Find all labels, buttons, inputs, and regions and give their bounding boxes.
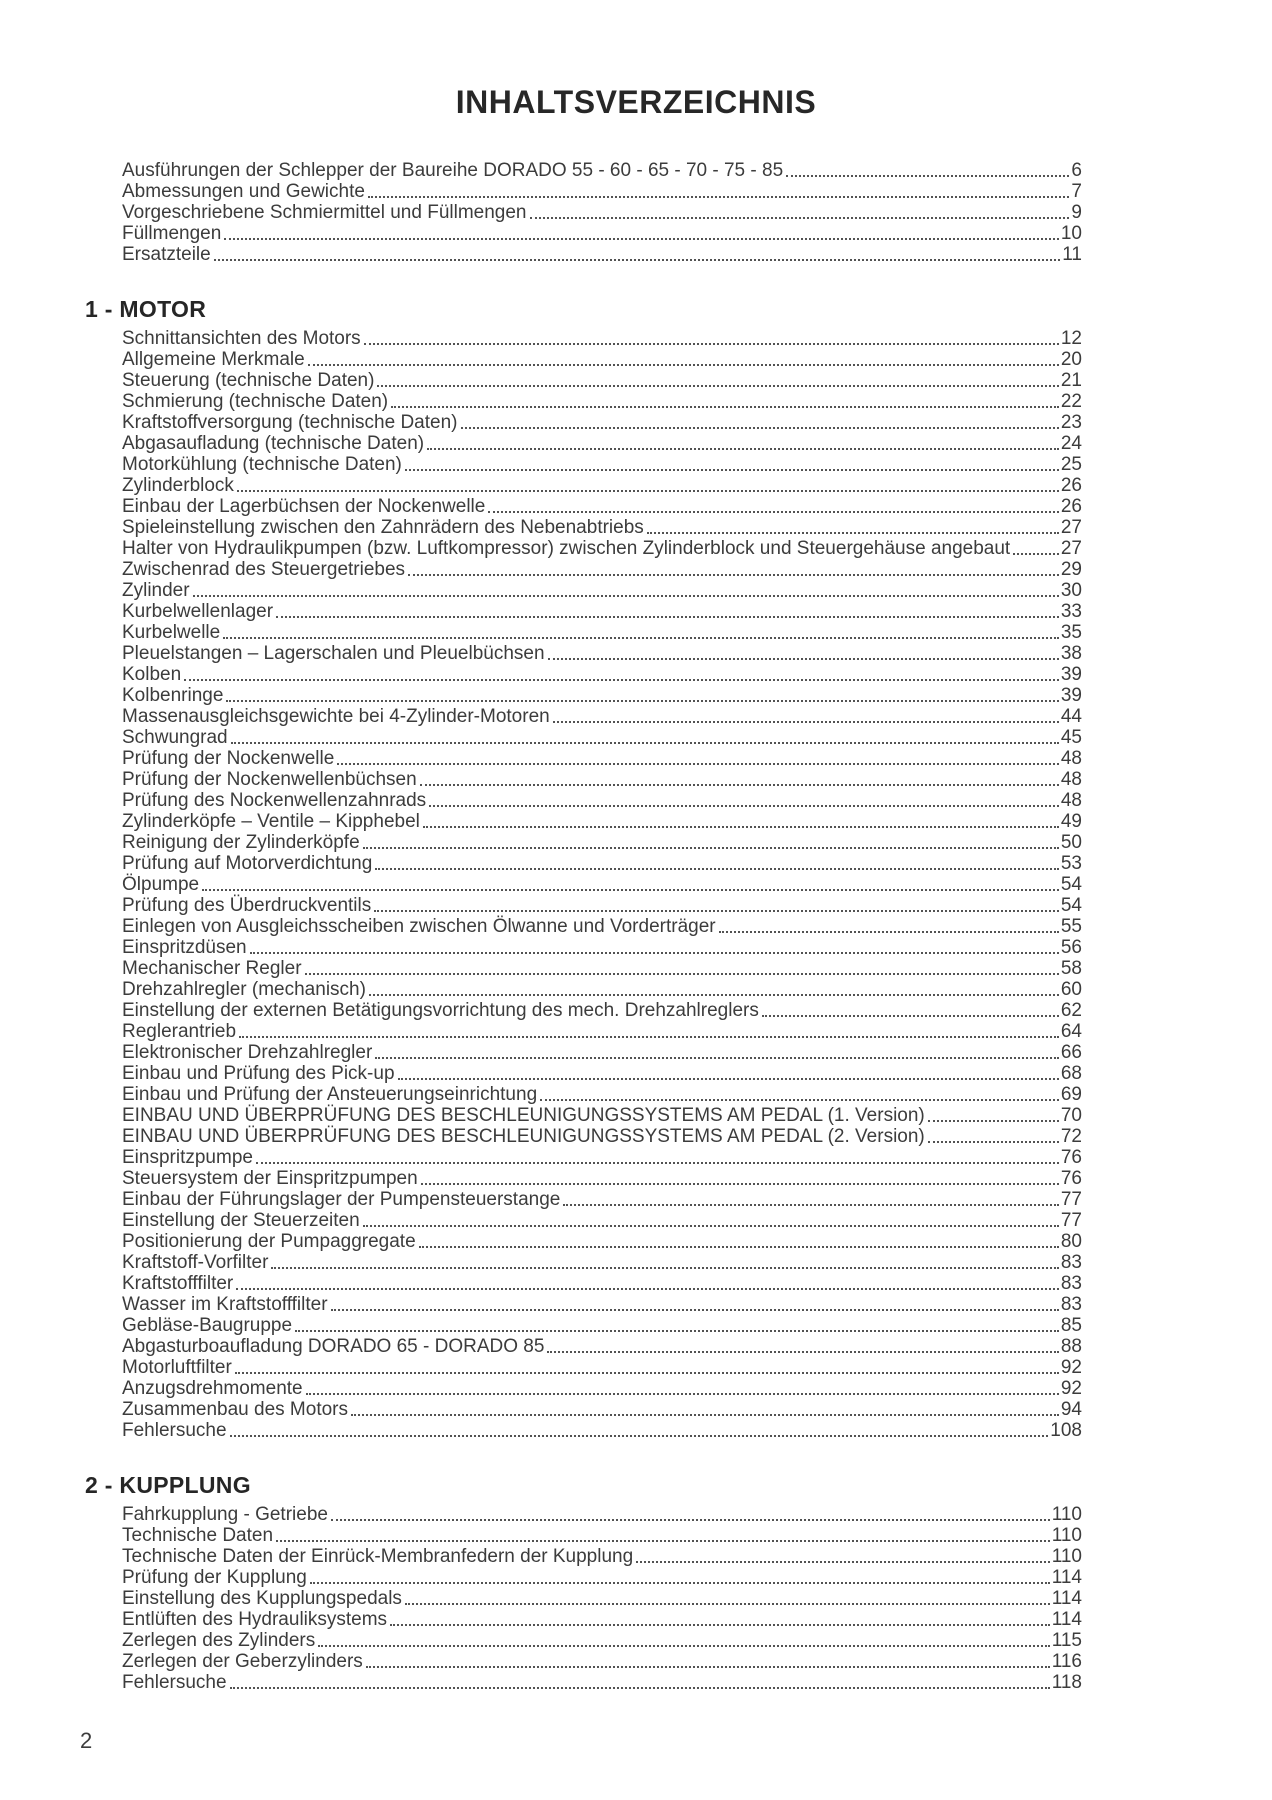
toc-entry	[122, 1630, 1082, 1651]
toc-entry-label: Kraftstofffilter	[122, 1273, 234, 1294]
toc-entry-label: Mechanischer Regler	[122, 958, 302, 979]
dot-leader	[547, 1351, 1058, 1353]
toc-entry-label: EINBAU UND ÜBERPRÜFUNG DES BESCHLEUNIGUNGSSYSTEMS AM PEDAL (1. Version)	[122, 1105, 925, 1126]
toc-entry-label: Prüfung der Nockenwellenbüchsen	[122, 769, 417, 790]
dot-leader	[223, 637, 1059, 639]
table-of-contents	[85, 160, 1082, 1693]
toc-entry-label: Ölpumpe	[122, 874, 200, 895]
toc-entry-label: Vorgeschriebene Schmiermittel und Füllmengen	[122, 202, 527, 223]
dot-leader	[295, 1330, 1059, 1332]
toc-entry-page: 108	[1050, 1420, 1082, 1441]
toc-entry-page: 83	[1060, 1294, 1082, 1315]
toc-entry	[122, 748, 1082, 769]
toc-entry-label: Kolben	[122, 664, 182, 685]
toc-entry	[122, 622, 1082, 643]
toc-entry	[122, 349, 1082, 370]
toc-entry-label: Schwungrad	[122, 727, 228, 748]
toc-entry-label: Reglerantrieb	[122, 1021, 237, 1042]
toc-entry-page: 114	[1051, 1609, 1082, 1630]
dot-leader	[553, 721, 1059, 723]
dot-leader	[271, 1267, 1058, 1269]
toc-entry-label: Steuersystem der Einspritzpumpen	[122, 1168, 418, 1189]
dot-leader	[420, 784, 1059, 786]
toc-entry-page: 53	[1060, 853, 1082, 874]
toc-entry	[122, 1315, 1082, 1336]
toc-entry-page: 55	[1060, 916, 1082, 937]
dot-leader	[375, 868, 1059, 870]
toc-entry-label: Zwischenrad des Steuergetriebes	[122, 559, 406, 580]
dot-leader	[398, 1078, 1059, 1080]
toc-entry	[122, 454, 1082, 475]
dot-leader	[308, 364, 1059, 366]
dot-leader	[421, 1183, 1059, 1185]
toc-entry-label: Anzugsdrehmomente	[122, 1378, 303, 1399]
toc-entry	[122, 538, 1082, 559]
toc-entry-label: Einlegen von Ausgleichsscheiben zwischen Ölwanne und Vorderträger	[122, 916, 716, 937]
toc-entry	[122, 517, 1082, 538]
toc-entry-label: Pleuelstangen – Lagerschalen und Pleuelbüchsen	[122, 643, 545, 664]
toc-entry	[122, 1294, 1082, 1315]
dot-leader	[306, 1393, 1059, 1395]
toc-entry	[122, 202, 1082, 223]
section-heading: 2 - KUPPLUNG	[85, 1472, 251, 1498]
dot-leader	[375, 1057, 1059, 1059]
toc-entry	[122, 559, 1082, 580]
dot-leader	[786, 175, 1069, 177]
dot-leader	[419, 1246, 1059, 1248]
toc-entry-label: Einstellung des Kupplungspedals	[122, 1588, 402, 1609]
toc-entry-page: 68	[1060, 1063, 1082, 1084]
toc-entry-page: 25	[1060, 454, 1082, 475]
toc-entry-page: 26	[1060, 475, 1082, 496]
toc-entry-label: Spieleinstellung zwischen den Zahnrädern des Nebenabtriebs	[122, 517, 644, 538]
toc-entry	[122, 811, 1082, 832]
toc-entry-label: Entlüften des Hydrauliksystems	[122, 1609, 388, 1630]
toc-entry-label: Zylinderblock	[122, 475, 234, 496]
toc-entry-page: 27	[1060, 517, 1082, 538]
toc-entry-label: Fehlersuche	[122, 1672, 227, 1693]
toc-entry-label: Steuerung (technische Daten)	[122, 370, 375, 391]
dot-leader	[318, 1645, 1049, 1647]
toc-entry-label: Allgemeine Merkmale	[122, 349, 305, 370]
dot-leader	[423, 826, 1059, 828]
toc-entry-page: 114	[1051, 1567, 1082, 1588]
toc-entry	[122, 664, 1082, 685]
toc-entry-label: Halter von Hydraulikpumpen (bzw. Luftkompressor) zwischen Zylinderblock und Steuergehäuse angebaut	[122, 538, 1011, 559]
toc-entry-page: 110	[1051, 1504, 1082, 1525]
toc-entry	[122, 1525, 1082, 1546]
dot-leader	[310, 1582, 1050, 1584]
toc-section	[122, 160, 1082, 265]
toc-entry-label: Einspritzpumpe	[122, 1147, 253, 1168]
dot-leader	[184, 679, 1059, 681]
toc-entry-page: 26	[1060, 496, 1082, 517]
toc-entry	[122, 1567, 1082, 1588]
dot-leader	[377, 385, 1058, 387]
toc-entry-page: 11	[1062, 244, 1082, 265]
dot-leader	[230, 1687, 1050, 1689]
dot-leader	[405, 1603, 1050, 1605]
dot-leader	[540, 1099, 1059, 1101]
toc-entry-label: Zerlegen des Zylinders	[122, 1630, 316, 1651]
dot-leader	[408, 574, 1059, 576]
toc-entry-label: Fahrkupplung - Getriebe	[122, 1504, 328, 1525]
toc-entry-label: Motorluftfilter	[122, 1357, 232, 1378]
dot-leader	[719, 931, 1059, 933]
toc-entry-label: Prüfung des Nockenwellenzahnrads	[122, 790, 427, 811]
toc-entry-page: 60	[1060, 979, 1082, 1000]
toc-entry	[122, 1252, 1082, 1273]
dot-leader	[647, 532, 1059, 534]
toc-entry-page: 72	[1060, 1126, 1082, 1147]
dot-leader	[391, 406, 1059, 408]
toc-entry-page: 88	[1060, 1336, 1082, 1357]
toc-entry-page: 7	[1071, 181, 1082, 202]
toc-entry-page: 76	[1060, 1147, 1082, 1168]
toc-entry-label: Prüfung der Nockenwelle	[122, 748, 335, 769]
toc-entry	[122, 1588, 1082, 1609]
toc-entry-label: Kraftstoffversorgung (technische Daten)	[122, 412, 458, 433]
toc-entry	[122, 475, 1082, 496]
dot-leader	[237, 490, 1059, 492]
toc-entry-page: 70	[1060, 1105, 1082, 1126]
toc-entry	[122, 1105, 1082, 1126]
toc-entry-label: Kurbelwelle	[122, 622, 221, 643]
dot-leader	[368, 196, 1069, 198]
toc-entry-page: 30	[1060, 580, 1082, 601]
toc-entry-page: 83	[1060, 1273, 1082, 1294]
toc-entry-label: Schmierung (technische Daten)	[122, 391, 389, 412]
toc-entry	[122, 328, 1082, 349]
toc-entry	[122, 1189, 1082, 1210]
toc-entry-page: 24	[1060, 433, 1082, 454]
toc-entry-page: 27	[1060, 538, 1082, 559]
dot-leader	[429, 805, 1059, 807]
dot-leader	[337, 763, 1059, 765]
toc-entry-label: Einbau der Führungslager der Pumpensteuerstange	[122, 1189, 561, 1210]
toc-entry-page: 64	[1060, 1021, 1082, 1042]
toc-entry	[122, 244, 1082, 265]
dot-leader	[563, 1204, 1059, 1206]
toc-entry-label: Einspritzdüsen	[122, 937, 247, 958]
toc-entry-page: 35	[1060, 622, 1082, 643]
toc-entry	[122, 727, 1082, 748]
toc-entry	[122, 1651, 1082, 1672]
toc-entry	[122, 1420, 1082, 1441]
dot-leader	[250, 952, 1059, 954]
toc-entry-label: Prüfung der Kupplung	[122, 1567, 307, 1588]
dot-leader	[461, 427, 1059, 429]
toc-entry-page: 23	[1060, 412, 1082, 433]
dot-leader	[276, 616, 1059, 618]
dot-leader	[1013, 553, 1059, 555]
dot-leader	[351, 1414, 1059, 1416]
toc-entry-label: Kraftstoff-Vorfilter	[122, 1252, 269, 1273]
toc-entry	[122, 1021, 1082, 1042]
toc-entry	[122, 1399, 1082, 1420]
toc-entry-page: 39	[1060, 664, 1082, 685]
toc-entry-page: 20	[1060, 349, 1082, 370]
dot-leader	[363, 1225, 1059, 1227]
toc-entry-page: 22	[1060, 391, 1082, 412]
toc-entry-page: 48	[1060, 748, 1082, 769]
dot-leader	[230, 1435, 1049, 1437]
dot-leader	[928, 1141, 1059, 1143]
toc-entry	[122, 1231, 1082, 1252]
toc-entry	[122, 160, 1082, 181]
toc-entry-label: Füllmengen	[122, 223, 222, 244]
dot-leader	[427, 448, 1059, 450]
dot-leader	[636, 1561, 1050, 1563]
toc-entry	[122, 1546, 1082, 1567]
toc-entry-label: EINBAU UND ÜBERPRÜFUNG DES BESCHLEUNIGUNGSSYSTEMS AM PEDAL (2. Version)	[122, 1126, 925, 1147]
toc-entry-label: Elektronischer Drehzahlregler	[122, 1042, 373, 1063]
toc-entry-page: 85	[1060, 1315, 1082, 1336]
toc-entry-label: Motorkühlung (technische Daten)	[122, 454, 402, 475]
dot-leader	[331, 1309, 1059, 1311]
toc-entry-page: 115	[1051, 1630, 1082, 1651]
toc-entry	[122, 853, 1082, 874]
toc-entry	[122, 1126, 1082, 1147]
dot-leader	[214, 259, 1061, 261]
dot-leader	[305, 973, 1059, 975]
toc-entry	[122, 685, 1082, 706]
toc-entry-label: Gebläse-Baugruppe	[122, 1315, 293, 1336]
toc-entry	[122, 937, 1082, 958]
toc-entry-label: Einbau und Prüfung des Pick-up	[122, 1063, 395, 1084]
toc-section	[85, 296, 1082, 1441]
toc-entry	[122, 895, 1082, 916]
toc-entry-label: Prüfung des Überdruckventils	[122, 895, 372, 916]
toc-entry-page: 39	[1060, 685, 1082, 706]
dot-leader	[236, 1288, 1059, 1290]
toc-entry	[122, 391, 1082, 412]
page-title: INHALTSVERZEICHNIS	[455, 84, 817, 120]
toc-entry	[122, 1504, 1082, 1525]
toc-entry	[122, 1672, 1082, 1693]
toc-entry-label: Wasser im Kraftstofffilter	[122, 1294, 328, 1315]
dot-leader	[530, 217, 1070, 219]
toc-entry	[122, 1168, 1082, 1189]
dot-leader	[369, 994, 1059, 996]
toc-entry-label: Prüfung auf Motorverdichtung	[122, 853, 373, 874]
dot-leader	[231, 742, 1059, 744]
toc-entry-page: 118	[1051, 1672, 1082, 1693]
toc-entry-page: 62	[1060, 1000, 1082, 1021]
toc-entry	[122, 979, 1082, 1000]
dot-leader	[226, 700, 1058, 702]
toc-entry-label: Positionierung der Pumpaggregate	[122, 1231, 416, 1252]
dot-leader	[366, 1666, 1050, 1668]
toc-entry-page: 92	[1060, 1378, 1082, 1399]
toc-entry	[122, 1084, 1082, 1105]
page-number: 2	[80, 1728, 93, 1753]
dot-leader	[364, 343, 1059, 345]
dot-leader	[202, 889, 1059, 891]
toc-entry	[122, 832, 1082, 853]
toc-entry-label: Fehlersuche	[122, 1420, 227, 1441]
dot-leader	[488, 511, 1059, 513]
toc-entry	[122, 223, 1082, 244]
toc-entry	[122, 769, 1082, 790]
dot-leader	[374, 910, 1059, 912]
toc-entry	[122, 580, 1082, 601]
toc-entry-label: Kolbenringe	[122, 685, 224, 706]
toc-entry-label: Massenausgleichsgewichte bei 4-Zylinder-Motoren	[122, 706, 550, 727]
toc-entry-page: 44	[1060, 706, 1082, 727]
toc-entry	[122, 790, 1082, 811]
toc-entry-page: 54	[1060, 895, 1082, 916]
toc-entry-page: 29	[1060, 559, 1082, 580]
toc-entry-page: 83	[1060, 1252, 1082, 1273]
toc-entry	[122, 1147, 1082, 1168]
toc-entry-page: 116	[1051, 1651, 1082, 1672]
toc-entry	[122, 181, 1082, 202]
toc-entry-page: 114	[1051, 1588, 1082, 1609]
toc-entry	[122, 1273, 1082, 1294]
toc-entry	[122, 601, 1082, 622]
toc-entry-page: 38	[1060, 643, 1082, 664]
toc-entry-page: 45	[1060, 727, 1082, 748]
toc-entry-label: Zerlegen der Geberzylinders	[122, 1651, 363, 1672]
toc-entry-label: Einbau der Lagerbüchsen der Nockenwelle	[122, 496, 486, 517]
toc-entry-page: 76	[1060, 1168, 1082, 1189]
toc-entry-page: 77	[1060, 1210, 1082, 1231]
toc-entry-page: 9	[1071, 202, 1082, 223]
toc-entry	[122, 916, 1082, 937]
toc-entry-label: Ersatzteile	[122, 244, 211, 265]
dot-leader	[224, 238, 1059, 240]
toc-entry-label: Einbau und Prüfung der Ansteuerungseinrichtung	[122, 1084, 538, 1105]
toc-entry	[122, 412, 1082, 433]
toc-section	[85, 1472, 1082, 1693]
toc-entry-page: 49	[1060, 811, 1082, 832]
toc-entry-label: Zylinder	[122, 580, 190, 601]
toc-entry-label: Ausführungen der Schlepper der Baureihe DORADO 55 - 60 - 65 - 70 - 75 - 85	[122, 160, 784, 181]
toc-entry-page: 54	[1060, 874, 1082, 895]
toc-entry-label: Abgasturboaufladung DORADO 65 - DORADO 85	[122, 1336, 545, 1357]
toc-entry-page: 48	[1060, 769, 1082, 790]
toc-entry-label: Abgasaufladung (technische Daten)	[122, 433, 425, 454]
toc-entry	[122, 1000, 1082, 1021]
dot-leader	[256, 1162, 1059, 1164]
toc-entry-page: 56	[1060, 937, 1082, 958]
toc-entry-label: Einstellung der externen Betätigungsvorrichtung des mech. Drehzahlreglers	[122, 1000, 759, 1021]
toc-entry-label: Abmessungen und Gewichte	[122, 181, 365, 202]
toc-entry-label: Drehzahlregler (mechanisch)	[122, 979, 366, 1000]
dot-leader	[762, 1015, 1059, 1017]
toc-entry-page: 66	[1060, 1042, 1082, 1063]
toc-entry	[122, 1042, 1082, 1063]
dot-leader	[235, 1372, 1059, 1374]
toc-entry-page: 110	[1051, 1546, 1082, 1567]
toc-entry	[122, 958, 1082, 979]
toc-entry-page: 6	[1071, 160, 1082, 181]
toc-entry-page: 10	[1060, 223, 1082, 244]
toc-entry	[122, 643, 1082, 664]
toc-entry	[122, 1063, 1082, 1084]
toc-entry	[122, 1609, 1082, 1630]
dot-leader	[363, 847, 1059, 849]
toc-entry	[122, 433, 1082, 454]
toc-entry-page: 69	[1060, 1084, 1082, 1105]
toc-entry	[122, 874, 1082, 895]
toc-entry-page: 94	[1060, 1399, 1082, 1420]
toc-entry-page: 58	[1060, 958, 1082, 979]
section-heading: 1 - MOTOR	[85, 296, 207, 322]
dot-leader	[548, 658, 1059, 660]
toc-entry-page: 77	[1060, 1189, 1082, 1210]
dot-leader	[928, 1120, 1059, 1122]
toc-entry	[122, 370, 1082, 391]
toc-entry-label: Kurbelwellenlager	[122, 601, 274, 622]
dot-leader	[331, 1519, 1050, 1521]
toc-entry	[122, 496, 1082, 517]
toc-entry-label: Zusammenbau des Motors	[122, 1399, 348, 1420]
toc-entry-page: 50	[1060, 832, 1082, 853]
toc-entry	[122, 1210, 1082, 1231]
toc-entry-label: Reinigung der Zylinderköpfe	[122, 832, 360, 853]
dot-leader	[390, 1624, 1050, 1626]
dot-leader	[276, 1540, 1050, 1542]
toc-entry-page: 21	[1060, 370, 1082, 391]
toc-entry-page: 110	[1051, 1525, 1082, 1546]
toc-entry	[122, 1336, 1082, 1357]
toc-entry-page: 48	[1060, 790, 1082, 811]
toc-entry	[122, 1378, 1082, 1399]
dot-leader	[239, 1036, 1059, 1038]
toc-entry	[122, 1357, 1082, 1378]
toc-entry-label: Einstellung der Steuerzeiten	[122, 1210, 360, 1231]
toc-entry-page: 92	[1060, 1357, 1082, 1378]
toc-entry-label: Schnittansichten des Motors	[122, 328, 361, 349]
toc-entry	[122, 706, 1082, 727]
toc-entry-page: 80	[1060, 1231, 1082, 1252]
toc-entry-page: 33	[1060, 601, 1082, 622]
toc-entry-page: 12	[1060, 328, 1082, 349]
toc-entry-label: Technische Daten	[122, 1525, 274, 1546]
dot-leader	[405, 469, 1059, 471]
toc-entry-label: Technische Daten der Einrück-Membranfedern der Kupplung	[122, 1546, 634, 1567]
dot-leader	[193, 595, 1059, 597]
toc-entry-label: Zylinderköpfe – Ventile – Kipphebel	[122, 811, 420, 832]
